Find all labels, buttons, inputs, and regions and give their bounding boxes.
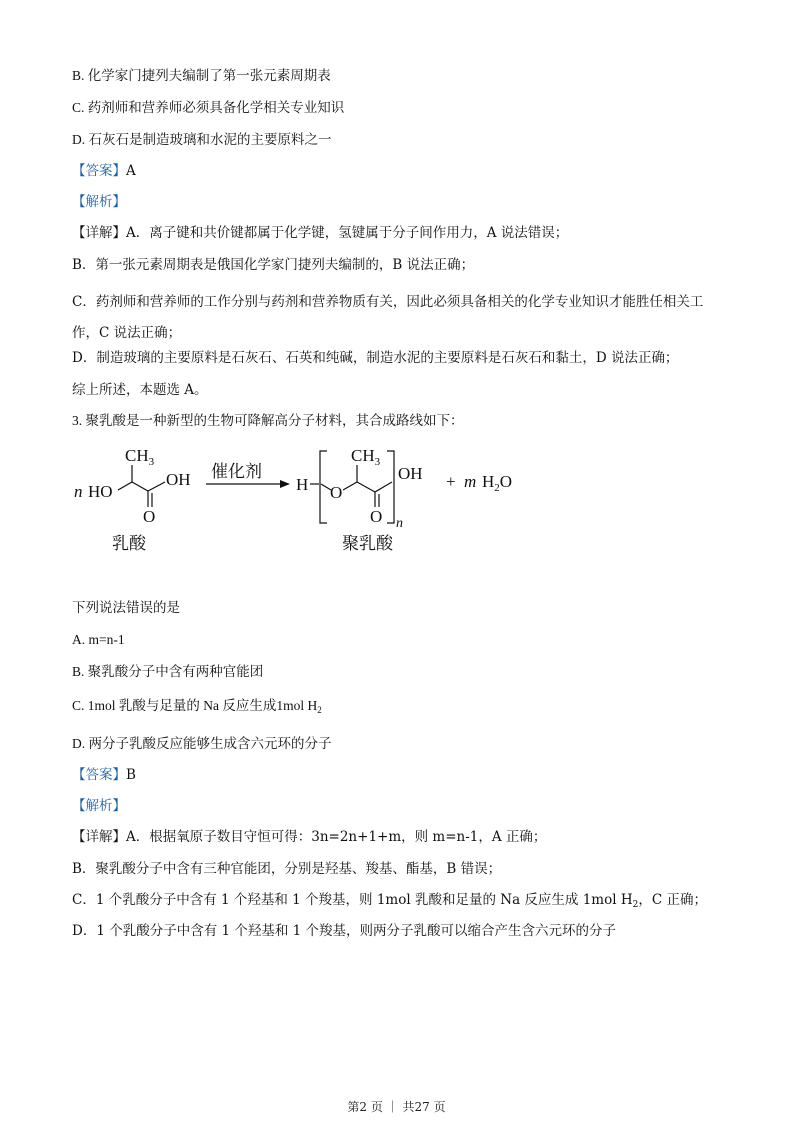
detail-tag: 【详解】 — [72, 225, 126, 241]
polymer-methyl-subscript: 3 — [374, 456, 381, 468]
q2-detail-b: B．第一张元素周期表是俄国化学家门捷列夫编制的，B 说法正确； — [72, 257, 475, 273]
polymer-carbonyl-o: O — [370, 507, 383, 526]
q3-option-b: B. 聚乳酸分子中含有两种官能团 — [72, 664, 264, 679]
q2-detail-d: D．制造玻璃的主要原料是石灰石、石英和纯碱，制造水泥的主要原料是石灰石和黏土，D 说法正确； — [72, 350, 679, 366]
q2-detail-c: C．药剂师和营养师的工作分别与药剂和营养物质有关，因此必须具备相关的化学专业知识才能胜任相关工作，C 说法正确； — [72, 294, 704, 341]
plus-sign: + — [446, 472, 456, 491]
repeat-n: n — [396, 516, 403, 531]
reaction-arrow — [280, 480, 290, 488]
q3-question: 下列说法错误的是 — [72, 600, 180, 616]
answer-value: A — [126, 163, 136, 179]
q3-stem: 3. 聚乳酸是一种新型的生物可降解高分子材料，其合成路线如下： — [72, 413, 464, 428]
polymer-methyl-label: CH — [351, 446, 375, 465]
detail-tag: 【详解】 — [72, 829, 126, 845]
page-footer: 第2 页 ｜ 共27 页 — [347, 1100, 446, 1114]
water-subscript: 2 — [494, 482, 500, 494]
q2-detail-a — [72, 224, 568, 242]
ho-group: HO — [88, 482, 113, 501]
detail-c-subscript: 2 — [632, 900, 639, 910]
catalyst-label: 催化剂 — [211, 462, 262, 481]
q2-answer — [72, 162, 136, 180]
q3-option-c — [72, 697, 322, 719]
answer-tag: 【答案】 — [72, 767, 126, 783]
q2-option-c: C. 药剂师和营养师必须具备化学相关专业知识 — [72, 100, 345, 115]
q2-option-d: D. 石灰石是制造玻璃和水泥的主要原料之一 — [72, 132, 332, 147]
detail-c-tail: ，C 正确； — [638, 892, 707, 908]
water-h: H — [482, 472, 495, 491]
chain-end-h: H — [296, 475, 309, 494]
water-o: O — [499, 472, 513, 491]
detail-c-text: C．1 个乳酸分子中含有 1 个羟基和 1 个羧基，则 1mol 乳酸和足量的 Na 反应生成 1mol H — [72, 892, 633, 908]
q2-summary: 综上所述，本题选 A。 — [72, 382, 208, 398]
m-coefficient: m — [464, 472, 477, 491]
q3-detail-c — [72, 891, 707, 914]
q3-analysis-tag: 【解析】 — [72, 798, 126, 814]
q2-option-b: B. 化学家门捷列夫编制了第一张元素周期表 — [72, 68, 331, 83]
carbonyl-o: O — [143, 507, 156, 526]
answer-tag: 【答案】 — [72, 163, 126, 179]
oh-group: OH — [166, 470, 191, 489]
lactic-acid-label: 乳酸 — [112, 534, 146, 553]
q2-analysis-tag: 【解析】 — [72, 194, 126, 210]
polymer-oh: OH — [398, 464, 423, 483]
svg-text:H2O — [482, 472, 512, 494]
n-coefficient: n — [74, 482, 83, 501]
option-c-text: C. 1mol 乳酸与足量的 Na 反应生成1mol H — [72, 698, 318, 713]
methyl-label: CH — [125, 446, 149, 465]
q3-detail-d: D．1 个乳酸分子中含有 1 个羟基和 1 个羧基，则两分子乳酸可以缩合产生含六元环的分子 — [72, 923, 617, 939]
option-c-subscript: 2 — [317, 705, 322, 715]
answer-value: B — [126, 767, 136, 783]
reaction-scheme — [70, 437, 540, 557]
q3-detail-b: B．聚乳酸分子中含有三种官能团，分别是羟基、羧基、酯基，B 错误； — [72, 861, 502, 877]
polylactic-acid-label: 聚乳酸 — [342, 534, 393, 553]
q3-detail-a — [72, 828, 546, 846]
detail-text: A．离子键和共价键都属于化学键，氢键属于分子间作用力，A 说法错误； — [126, 225, 569, 241]
q3-option-d: D. 两分子乳酸反应能够生成含六元环的分子 — [72, 736, 332, 751]
q3-option-a: A. m=n-1 — [72, 632, 125, 647]
methyl-subscript: 3 — [148, 456, 155, 468]
svg-text:CH3 — [351, 446, 381, 468]
detail-text: A．根据氧原子数目守恒可得：3n=2n+1+m，则 m=n-1，A 正确； — [126, 829, 547, 845]
q3-answer — [72, 766, 136, 784]
right-bracket — [387, 451, 394, 523]
svg-text:CH3 — [125, 446, 155, 468]
ester-o: O — [330, 483, 343, 502]
